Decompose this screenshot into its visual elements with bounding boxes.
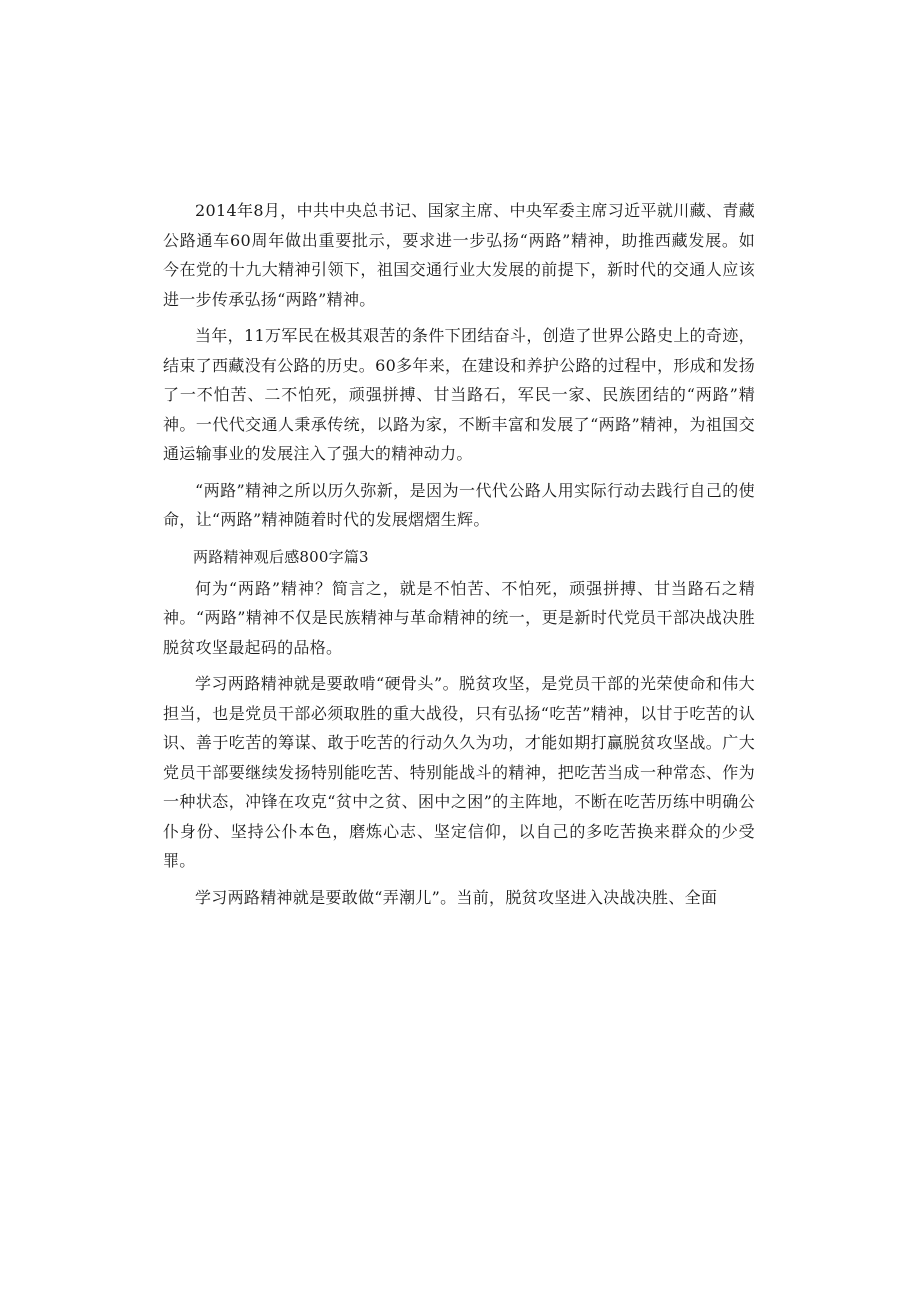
paragraph-5: 学习两路精神就是要敢啃“硬骨头”。脱贫攻坚，是党员干部的光荣使命和伟大担当，也是党员干部必须取胜的重大战役，只有弘扬“吃苦”精神，以甘于吃苦的认识、善于吃苦的筹谋、敢于吃苦的行动久久为功，才能如期打赢脱贫攻坚战。广大党员干部要继续发扬特别能吃苦、特别能战斗的精神，把吃苦当成一种常态、作为一种状态，冲锋在攻克“贫中之贫、困中之困”的主阵地，不断在吃苦历练中明确公仆身份、坚持公仆本色，磨炼心志、坚定信仰，以自己的多吃苦换来群众的少受罪。 (163, 674, 755, 870)
paragraph-4: 何为“两路”精神？简言之，就是不怕苦、不怕死，顽强拼搏、甘当路石之精神。“两路”精神不仅是民族精神与革命精神的统一，更是新时代党员干部决战决胜脱贫攻坚最起码的品格。 (163, 578, 755, 657)
paragraph-1: 2014年8月，中共中央总书记、国家主席、中央军委主席习近平就川藏、青藏公路通车60周年做出重要批示，要求进一步弘扬“两路”精神，助推西藏发展。如今在党的十九大精神引领下，祖国交通行业大发展的前提下，新时代的交通人应该进一步传承弘扬“两路”精神。 (163, 201, 755, 309)
paragraph-6: 学习两路精神就是要敢做“弄潮儿”。当前，脱贫攻坚进入决战决胜、全面 (195, 887, 718, 907)
paragraph-3: “两路”精神之所以历久弥新，是因为一代代公路人用实际行动去践行自己的使命，让“两路”精神随着时代的发展熠熠生辉。 (163, 480, 755, 529)
paragraph-2: 当年，11万军民在极其艰苦的条件下团结奋斗，创造了世界公路史上的奇迹，结束了西藏没有公路的历史。60多年来，在建设和养护公路的过程中，形成和发扬了一不怕苦、二不怕死，顽强拼搏、甘当路石，军民一家、民族团结的“两路”精神。一代代交通人秉承传统，以路为家，不断丰富和发展了“两路”精神，为祖国交通运输事业的发展注入了强大的精神动力。 (163, 326, 755, 463)
document-page (163, 196, 755, 919)
section-subtitle: 两路精神观后感800字篇3 (193, 547, 369, 566)
